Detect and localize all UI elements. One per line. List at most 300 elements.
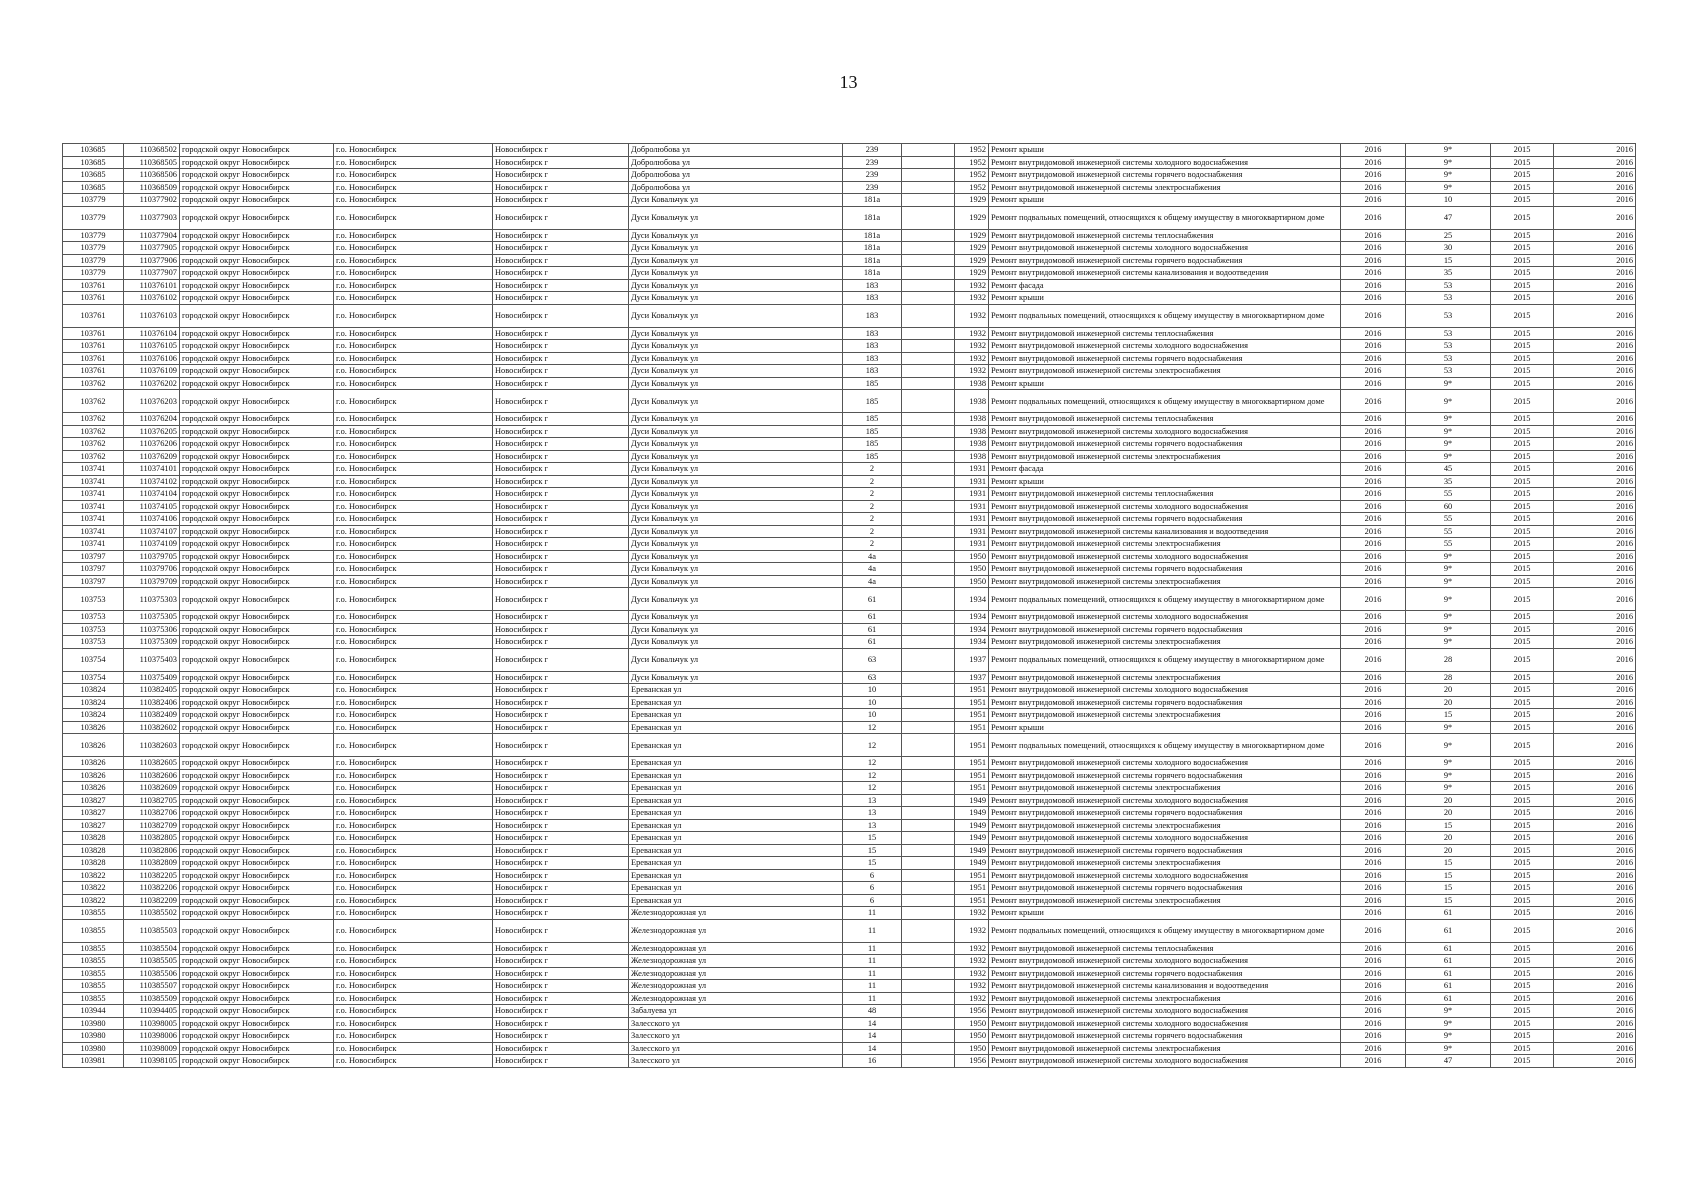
settlement-cell: Новосибирск г bbox=[493, 844, 629, 857]
work-id-cell: 110377907 bbox=[124, 267, 180, 280]
street-cell: Дуси Ковальчук ул bbox=[629, 525, 843, 538]
table-row bbox=[63, 1055, 1636, 1068]
municipal-district-cell: г.о. Новосибирск bbox=[334, 500, 493, 513]
municipality-cell: городской округ Новосибирск bbox=[180, 648, 334, 671]
house-number-cell: 15 bbox=[843, 844, 902, 857]
table-row bbox=[63, 955, 1636, 968]
municipal-district-cell: г.о. Новосибирск bbox=[334, 857, 493, 870]
table-row bbox=[63, 588, 1636, 611]
work-id-cell: 110382602 bbox=[124, 721, 180, 734]
work-type-cell: Ремонт крыши bbox=[989, 377, 1341, 390]
street-cell: Ереванская ул bbox=[629, 832, 843, 845]
wear-percent-cell: 55 bbox=[1406, 538, 1491, 551]
work-id-cell: 110374106 bbox=[124, 513, 180, 526]
house-id-cell: 103741 bbox=[63, 488, 124, 501]
municipality-cell: городской округ Новосибирск bbox=[180, 992, 334, 1005]
start-year-cell: 2015 bbox=[1491, 588, 1554, 611]
work-type-cell: Ремонт подвальных помещений, относящихся к общему имуществу в многоквартирном доме bbox=[989, 390, 1341, 413]
house-id-cell: 103761 bbox=[63, 352, 124, 365]
end-year-cell: 2016 bbox=[1554, 352, 1636, 365]
work-type-cell: Ремонт крыши bbox=[989, 475, 1341, 488]
start-year-cell: 2015 bbox=[1491, 340, 1554, 353]
municipal-district-cell: г.о. Новосибирск bbox=[334, 156, 493, 169]
house-id-cell: 103826 bbox=[63, 734, 124, 757]
work-type-cell: Ремонт подвальных помещений, относящихся к общему имуществу в многоквартирном доме bbox=[989, 734, 1341, 757]
work-type-cell: Ремонт внутридомовой инженерной системы горячего водоснабжения bbox=[989, 254, 1341, 267]
end-year-cell: 2016 bbox=[1554, 206, 1636, 229]
work-id-cell: 110385507 bbox=[124, 980, 180, 993]
plan-year-cell: 2016 bbox=[1341, 992, 1406, 1005]
street-cell: Ереванская ул bbox=[629, 794, 843, 807]
house-id-cell: 103753 bbox=[63, 588, 124, 611]
street-cell: Ереванская ул bbox=[629, 807, 843, 820]
wear-percent-cell: 25 bbox=[1406, 229, 1491, 242]
year-built-cell: 1952 bbox=[955, 144, 989, 157]
building-cell bbox=[902, 475, 955, 488]
municipality-cell: городской округ Новосибирск bbox=[180, 844, 334, 857]
work-id-cell: 110374101 bbox=[124, 463, 180, 476]
end-year-cell: 2016 bbox=[1554, 882, 1636, 895]
start-year-cell: 2015 bbox=[1491, 671, 1554, 684]
settlement-cell: Новосибирск г bbox=[493, 636, 629, 649]
work-type-cell: Ремонт крыши bbox=[989, 721, 1341, 734]
work-id-cell: 110377903 bbox=[124, 206, 180, 229]
year-built-cell: 1956 bbox=[955, 1055, 989, 1068]
house-id-cell: 103762 bbox=[63, 390, 124, 413]
house-number-cell: 183 bbox=[843, 365, 902, 378]
work-id-cell: 110374104 bbox=[124, 488, 180, 501]
year-built-cell: 1949 bbox=[955, 794, 989, 807]
wear-percent-cell: 20 bbox=[1406, 844, 1491, 857]
table-row bbox=[63, 942, 1636, 955]
wear-percent-cell: 15 bbox=[1406, 254, 1491, 267]
municipality-cell: городской округ Новосибирск bbox=[180, 671, 334, 684]
end-year-cell: 2016 bbox=[1554, 1030, 1636, 1043]
house-id-cell: 103754 bbox=[63, 648, 124, 671]
building-cell bbox=[902, 206, 955, 229]
house-id-cell: 103827 bbox=[63, 794, 124, 807]
end-year-cell: 2016 bbox=[1554, 475, 1636, 488]
table-row bbox=[63, 438, 1636, 451]
municipality-cell: городской округ Новосибирск bbox=[180, 757, 334, 770]
work-id-cell: 110379705 bbox=[124, 550, 180, 563]
plan-year-cell: 2016 bbox=[1341, 292, 1406, 305]
work-type-cell: Ремонт фасада bbox=[989, 463, 1341, 476]
house-number-cell: 12 bbox=[843, 734, 902, 757]
street-cell: Дуси Ковальчук ул bbox=[629, 500, 843, 513]
work-id-cell: 110376101 bbox=[124, 279, 180, 292]
plan-year-cell: 2016 bbox=[1341, 169, 1406, 182]
street-cell: Ереванская ул bbox=[629, 769, 843, 782]
street-cell: Залесского ул bbox=[629, 1055, 843, 1068]
wear-percent-cell: 61 bbox=[1406, 980, 1491, 993]
municipal-district-cell: г.о. Новосибирск bbox=[334, 882, 493, 895]
table-row bbox=[63, 365, 1636, 378]
wear-percent-cell: 61 bbox=[1406, 907, 1491, 920]
house-id-cell: 103779 bbox=[63, 229, 124, 242]
building-cell bbox=[902, 242, 955, 255]
work-id-cell: 110376104 bbox=[124, 327, 180, 340]
table-row bbox=[63, 782, 1636, 795]
start-year-cell: 2015 bbox=[1491, 794, 1554, 807]
end-year-cell: 2016 bbox=[1554, 588, 1636, 611]
end-year-cell: 2016 bbox=[1554, 623, 1636, 636]
municipality-cell: городской округ Новосибирск bbox=[180, 438, 334, 451]
building-cell bbox=[902, 254, 955, 267]
plan-year-cell: 2016 bbox=[1341, 1030, 1406, 1043]
work-id-cell: 110377904 bbox=[124, 229, 180, 242]
settlement-cell: Новосибирск г bbox=[493, 696, 629, 709]
plan-year-cell: 2016 bbox=[1341, 919, 1406, 942]
street-cell: Дуси Ковальчук ул bbox=[629, 267, 843, 280]
year-built-cell: 1951 bbox=[955, 894, 989, 907]
wear-percent-cell: 55 bbox=[1406, 488, 1491, 501]
building-cell bbox=[902, 1055, 955, 1068]
work-type-cell: Ремонт внутридомовой инженерной системы электроснабжения bbox=[989, 181, 1341, 194]
table-row bbox=[63, 242, 1636, 255]
municipal-district-cell: г.о. Новосибирск bbox=[334, 513, 493, 526]
street-cell: Дуси Ковальчук ул bbox=[629, 206, 843, 229]
start-year-cell: 2015 bbox=[1491, 1042, 1554, 1055]
plan-year-cell: 2016 bbox=[1341, 696, 1406, 709]
house-id-cell: 103761 bbox=[63, 279, 124, 292]
wear-percent-cell: 53 bbox=[1406, 292, 1491, 305]
end-year-cell: 2016 bbox=[1554, 992, 1636, 1005]
house-number-cell: 4а bbox=[843, 563, 902, 576]
municipal-district-cell: г.о. Новосибирск bbox=[334, 992, 493, 1005]
settlement-cell: Новосибирск г bbox=[493, 194, 629, 207]
municipality-cell: городской округ Новосибирск bbox=[180, 206, 334, 229]
house-number-cell: 2 bbox=[843, 538, 902, 551]
table-row bbox=[63, 327, 1636, 340]
table-row bbox=[63, 229, 1636, 242]
municipal-district-cell: г.о. Новосибирск bbox=[334, 538, 493, 551]
municipal-district-cell: г.о. Новосибирск bbox=[334, 696, 493, 709]
street-cell: Ереванская ул bbox=[629, 857, 843, 870]
municipal-district-cell: г.о. Новосибирск bbox=[334, 721, 493, 734]
street-cell: Ереванская ул bbox=[629, 757, 843, 770]
house-number-cell: 11 bbox=[843, 955, 902, 968]
building-cell bbox=[902, 721, 955, 734]
table-row bbox=[63, 844, 1636, 857]
page-number: 13 bbox=[839, 72, 858, 92]
municipality-cell: городской округ Новосибирск bbox=[180, 304, 334, 327]
work-type-cell: Ремонт внутридомовой инженерной системы теплоснабжения bbox=[989, 413, 1341, 426]
building-cell bbox=[902, 844, 955, 857]
table-row bbox=[63, 709, 1636, 722]
wear-percent-cell: 53 bbox=[1406, 304, 1491, 327]
building-cell bbox=[902, 636, 955, 649]
table-row bbox=[63, 857, 1636, 870]
house-number-cell: 181а bbox=[843, 254, 902, 267]
building-cell bbox=[902, 425, 955, 438]
work-id-cell: 110382409 bbox=[124, 709, 180, 722]
plan-year-cell: 2016 bbox=[1341, 757, 1406, 770]
end-year-cell: 2016 bbox=[1554, 1017, 1636, 1030]
municipality-cell: городской округ Новосибирск bbox=[180, 425, 334, 438]
year-built-cell: 1932 bbox=[955, 352, 989, 365]
house-number-cell: 239 bbox=[843, 144, 902, 157]
municipal-district-cell: г.о. Новосибирск bbox=[334, 869, 493, 882]
building-cell bbox=[902, 267, 955, 280]
table-row bbox=[63, 1005, 1636, 1018]
street-cell: Дуси Ковальчук ул bbox=[629, 450, 843, 463]
settlement-cell: Новосибирск г bbox=[493, 857, 629, 870]
municipal-district-cell: г.о. Новосибирск bbox=[334, 267, 493, 280]
building-cell bbox=[902, 757, 955, 770]
street-cell: Забалуева ул bbox=[629, 1005, 843, 1018]
end-year-cell: 2016 bbox=[1554, 438, 1636, 451]
end-year-cell: 2016 bbox=[1554, 292, 1636, 305]
wear-percent-cell: 20 bbox=[1406, 832, 1491, 845]
start-year-cell: 2015 bbox=[1491, 857, 1554, 870]
plan-year-cell: 2016 bbox=[1341, 144, 1406, 157]
work-type-cell: Ремонт внутридомовой инженерной системы горячего водоснабжения bbox=[989, 967, 1341, 980]
start-year-cell: 2015 bbox=[1491, 156, 1554, 169]
settlement-cell: Новосибирск г bbox=[493, 869, 629, 882]
street-cell: Дуси Ковальчук ул bbox=[629, 413, 843, 426]
start-year-cell: 2015 bbox=[1491, 1005, 1554, 1018]
work-type-cell: Ремонт внутридомовой инженерной системы горячего водоснабжения bbox=[989, 438, 1341, 451]
wear-percent-cell: 15 bbox=[1406, 857, 1491, 870]
street-cell: Добролюбова ул bbox=[629, 169, 843, 182]
table-row bbox=[63, 734, 1636, 757]
table-row bbox=[63, 425, 1636, 438]
table-row bbox=[63, 500, 1636, 513]
end-year-cell: 2016 bbox=[1554, 488, 1636, 501]
start-year-cell: 2015 bbox=[1491, 709, 1554, 722]
work-type-cell: Ремонт внутридомовой инженерной системы холодного водоснабжения bbox=[989, 156, 1341, 169]
building-cell bbox=[902, 304, 955, 327]
wear-percent-cell: 9* bbox=[1406, 450, 1491, 463]
municipality-cell: городской округ Новосибирск bbox=[180, 832, 334, 845]
year-built-cell: 1932 bbox=[955, 967, 989, 980]
plan-year-cell: 2016 bbox=[1341, 438, 1406, 451]
year-built-cell: 1951 bbox=[955, 782, 989, 795]
plan-year-cell: 2016 bbox=[1341, 206, 1406, 229]
plan-year-cell: 2016 bbox=[1341, 734, 1406, 757]
table-row bbox=[63, 894, 1636, 907]
end-year-cell: 2016 bbox=[1554, 538, 1636, 551]
start-year-cell: 2015 bbox=[1491, 194, 1554, 207]
year-built-cell: 1956 bbox=[955, 1005, 989, 1018]
house-number-cell: 11 bbox=[843, 992, 902, 1005]
end-year-cell: 2016 bbox=[1554, 967, 1636, 980]
work-id-cell: 110375303 bbox=[124, 588, 180, 611]
house-id-cell: 103797 bbox=[63, 550, 124, 563]
wear-percent-cell: 9* bbox=[1406, 425, 1491, 438]
table-row bbox=[63, 181, 1636, 194]
municipality-cell: городской округ Новосибирск bbox=[180, 769, 334, 782]
work-id-cell: 110375409 bbox=[124, 671, 180, 684]
building-cell bbox=[902, 229, 955, 242]
work-type-cell: Ремонт внутридомовой инженерной системы холодного водоснабжения bbox=[989, 500, 1341, 513]
municipality-cell: городской округ Новосибирск bbox=[180, 819, 334, 832]
house-number-cell: 185 bbox=[843, 438, 902, 451]
work-id-cell: 110376103 bbox=[124, 304, 180, 327]
plan-year-cell: 2016 bbox=[1341, 475, 1406, 488]
work-type-cell: Ремонт крыши bbox=[989, 144, 1341, 157]
work-id-cell: 110385503 bbox=[124, 919, 180, 942]
house-number-cell: 6 bbox=[843, 869, 902, 882]
start-year-cell: 2015 bbox=[1491, 229, 1554, 242]
start-year-cell: 2015 bbox=[1491, 304, 1554, 327]
municipality-cell: городской округ Новосибирск bbox=[180, 365, 334, 378]
work-type-cell: Ремонт внутридомовой инженерной системы электроснабжения bbox=[989, 1042, 1341, 1055]
street-cell: Ереванская ул bbox=[629, 782, 843, 795]
street-cell: Дуси Ковальчук ул bbox=[629, 671, 843, 684]
house-number-cell: 63 bbox=[843, 671, 902, 684]
municipality-cell: городской округ Новосибирск bbox=[180, 563, 334, 576]
house-id-cell: 103824 bbox=[63, 684, 124, 697]
work-type-cell: Ремонт внутридомовой инженерной системы теплоснабжения bbox=[989, 229, 1341, 242]
street-cell: Дуси Ковальчук ул bbox=[629, 292, 843, 305]
house-number-cell: 11 bbox=[843, 967, 902, 980]
house-id-cell: 103762 bbox=[63, 413, 124, 426]
year-built-cell: 1949 bbox=[955, 807, 989, 820]
plan-year-cell: 2016 bbox=[1341, 907, 1406, 920]
municipality-cell: городской округ Новосибирск bbox=[180, 721, 334, 734]
plan-year-cell: 2016 bbox=[1341, 648, 1406, 671]
work-id-cell: 110377905 bbox=[124, 242, 180, 255]
start-year-cell: 2015 bbox=[1491, 919, 1554, 942]
house-number-cell: 11 bbox=[843, 980, 902, 993]
plan-year-cell: 2016 bbox=[1341, 1055, 1406, 1068]
work-type-cell: Ремонт внутридомовой инженерной системы холодного водоснабжения bbox=[989, 1017, 1341, 1030]
work-id-cell: 110374102 bbox=[124, 475, 180, 488]
municipality-cell: городской округ Новосибирск bbox=[180, 463, 334, 476]
work-type-cell: Ремонт крыши bbox=[989, 194, 1341, 207]
work-type-cell: Ремонт внутридомовой инженерной системы горячего водоснабжения bbox=[989, 563, 1341, 576]
municipal-district-cell: г.о. Новосибирск bbox=[334, 757, 493, 770]
end-year-cell: 2016 bbox=[1554, 144, 1636, 157]
work-id-cell: 110368506 bbox=[124, 169, 180, 182]
start-year-cell: 2015 bbox=[1491, 967, 1554, 980]
work-type-cell: Ремонт внутридомовой инженерной системы холодного водоснабжения bbox=[989, 684, 1341, 697]
year-built-cell: 1932 bbox=[955, 327, 989, 340]
settlement-cell: Новосибирск г bbox=[493, 942, 629, 955]
start-year-cell: 2015 bbox=[1491, 181, 1554, 194]
building-cell bbox=[902, 563, 955, 576]
table-row bbox=[63, 967, 1636, 980]
municipal-district-cell: г.о. Новосибирск bbox=[334, 794, 493, 807]
end-year-cell: 2016 bbox=[1554, 757, 1636, 770]
settlement-cell: Новосибирск г bbox=[493, 390, 629, 413]
work-type-cell: Ремонт внутридомовой инженерной системы горячего водоснабжения bbox=[989, 352, 1341, 365]
table-row bbox=[63, 144, 1636, 157]
municipality-cell: городской округ Новосибирск bbox=[180, 194, 334, 207]
building-cell bbox=[902, 919, 955, 942]
street-cell: Добролюбова ул bbox=[629, 156, 843, 169]
municipality-cell: городской округ Новосибирск bbox=[180, 611, 334, 624]
start-year-cell: 2015 bbox=[1491, 894, 1554, 907]
plan-year-cell: 2016 bbox=[1341, 194, 1406, 207]
house-number-cell: 6 bbox=[843, 894, 902, 907]
plan-year-cell: 2016 bbox=[1341, 636, 1406, 649]
street-cell: Дуси Ковальчук ул bbox=[629, 648, 843, 671]
house-id-cell: 103685 bbox=[63, 156, 124, 169]
start-year-cell: 2015 bbox=[1491, 844, 1554, 857]
settlement-cell: Новосибирск г bbox=[493, 919, 629, 942]
street-cell: Дуси Ковальчук ул bbox=[629, 623, 843, 636]
year-built-cell: 1951 bbox=[955, 734, 989, 757]
year-built-cell: 1951 bbox=[955, 684, 989, 697]
settlement-cell: Новосибирск г bbox=[493, 463, 629, 476]
work-type-cell: Ремонт внутридомовой инженерной системы электроснабжения bbox=[989, 709, 1341, 722]
plan-year-cell: 2016 bbox=[1341, 684, 1406, 697]
work-id-cell: 110376202 bbox=[124, 377, 180, 390]
municipality-cell: городской округ Новосибирск bbox=[180, 513, 334, 526]
building-cell bbox=[902, 980, 955, 993]
house-id-cell: 103762 bbox=[63, 425, 124, 438]
start-year-cell: 2015 bbox=[1491, 869, 1554, 882]
year-built-cell: 1934 bbox=[955, 623, 989, 636]
year-built-cell: 1949 bbox=[955, 819, 989, 832]
end-year-cell: 2016 bbox=[1554, 734, 1636, 757]
table-row bbox=[63, 980, 1636, 993]
municipality-cell: городской округ Новосибирск bbox=[180, 1005, 334, 1018]
municipal-district-cell: г.о. Новосибирск bbox=[334, 1055, 493, 1068]
year-built-cell: 1950 bbox=[955, 563, 989, 576]
end-year-cell: 2016 bbox=[1554, 304, 1636, 327]
work-id-cell: 110382603 bbox=[124, 734, 180, 757]
plan-year-cell: 2016 bbox=[1341, 721, 1406, 734]
settlement-cell: Новосибирск г bbox=[493, 538, 629, 551]
settlement-cell: Новосибирск г bbox=[493, 475, 629, 488]
plan-year-cell: 2016 bbox=[1341, 1017, 1406, 1030]
table-row bbox=[63, 488, 1636, 501]
settlement-cell: Новосибирск г bbox=[493, 292, 629, 305]
work-id-cell: 110375306 bbox=[124, 623, 180, 636]
building-cell bbox=[902, 292, 955, 305]
plan-year-cell: 2016 bbox=[1341, 525, 1406, 538]
house-number-cell: 2 bbox=[843, 488, 902, 501]
street-cell: Добролюбова ул bbox=[629, 181, 843, 194]
settlement-cell: Новосибирск г bbox=[493, 340, 629, 353]
table-row bbox=[63, 475, 1636, 488]
wear-percent-cell: 20 bbox=[1406, 684, 1491, 697]
municipality-cell: городской округ Новосибирск bbox=[180, 907, 334, 920]
plan-year-cell: 2016 bbox=[1341, 156, 1406, 169]
work-id-cell: 110379709 bbox=[124, 575, 180, 588]
end-year-cell: 2016 bbox=[1554, 721, 1636, 734]
end-year-cell: 2016 bbox=[1554, 1042, 1636, 1055]
street-cell: Ереванская ул bbox=[629, 819, 843, 832]
street-cell: Ереванская ул bbox=[629, 709, 843, 722]
street-cell: Железнодорожная ул bbox=[629, 907, 843, 920]
wear-percent-cell: 61 bbox=[1406, 955, 1491, 968]
building-cell bbox=[902, 869, 955, 882]
municipality-cell: городской округ Новосибирск bbox=[180, 500, 334, 513]
settlement-cell: Новосибирск г bbox=[493, 181, 629, 194]
municipal-district-cell: г.о. Новосибирск bbox=[334, 588, 493, 611]
street-cell: Дуси Ковальчук ул bbox=[629, 229, 843, 242]
table-row bbox=[63, 450, 1636, 463]
year-built-cell: 1950 bbox=[955, 575, 989, 588]
wear-percent-cell: 53 bbox=[1406, 279, 1491, 292]
wear-percent-cell: 55 bbox=[1406, 525, 1491, 538]
wear-percent-cell: 35 bbox=[1406, 475, 1491, 488]
table-row bbox=[63, 636, 1636, 649]
end-year-cell: 2016 bbox=[1554, 894, 1636, 907]
table-row bbox=[63, 721, 1636, 734]
street-cell: Дуси Ковальчук ул bbox=[629, 390, 843, 413]
settlement-cell: Новосибирск г bbox=[493, 365, 629, 378]
house-number-cell: 6 bbox=[843, 882, 902, 895]
settlement-cell: Новосибирск г bbox=[493, 734, 629, 757]
plan-year-cell: 2016 bbox=[1341, 1005, 1406, 1018]
wear-percent-cell: 9* bbox=[1406, 169, 1491, 182]
